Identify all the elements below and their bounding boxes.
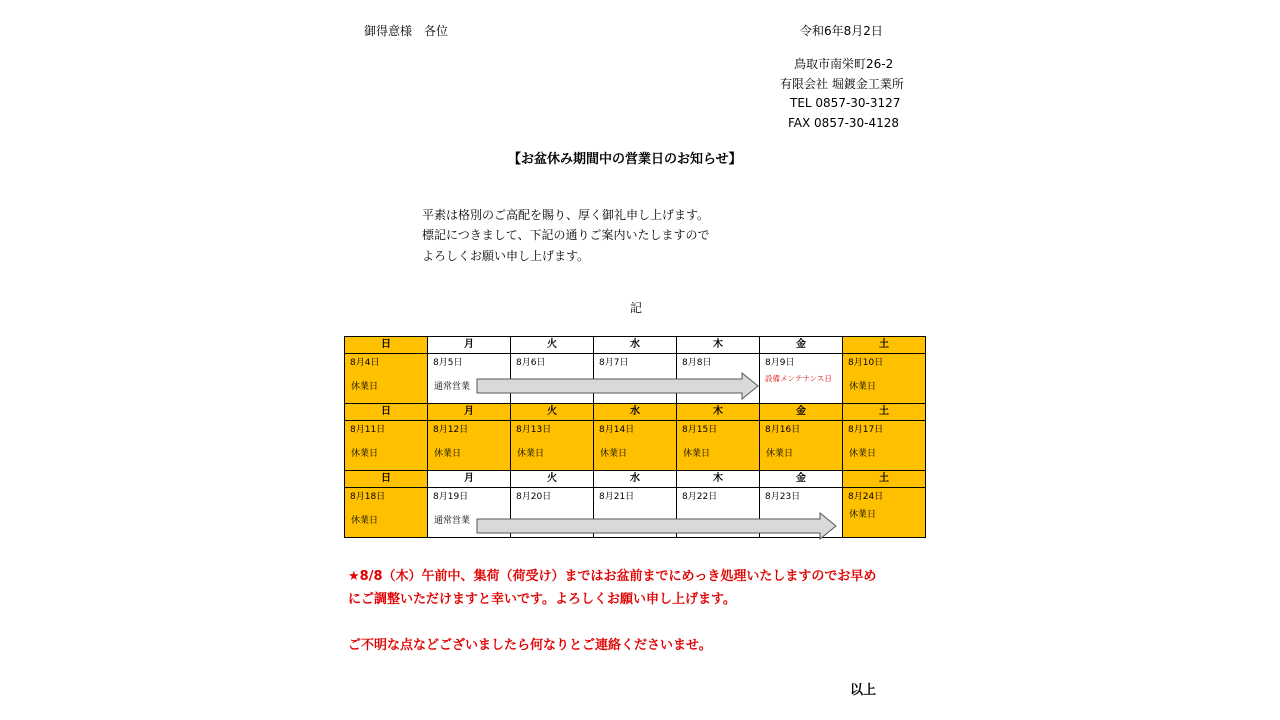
day-date: 8月17日 xyxy=(848,425,884,435)
day-date: 8月5日 xyxy=(433,358,463,368)
day-date: 8月4日 xyxy=(350,358,380,368)
weekday-header: 月 xyxy=(428,471,511,488)
greeting-line-2: 標記につきまして、下記の通りご案内いたしますので xyxy=(422,228,710,242)
day-date: 8月7日 xyxy=(599,358,629,368)
ki-label: 記 xyxy=(630,301,643,315)
day-date: 8月15日 xyxy=(682,425,718,435)
holiday-label: 休業日 xyxy=(849,510,877,520)
day-date: 8月21日 xyxy=(599,492,635,502)
holiday-label: 休業日 xyxy=(517,449,545,459)
holiday-label: 休業日 xyxy=(351,382,379,392)
weekday-header: 火 xyxy=(511,337,594,354)
weekday-header-row xyxy=(345,471,926,488)
weekday-header: 水 xyxy=(594,337,677,354)
holiday-label: 休業日 xyxy=(849,449,877,459)
document-date: 令和6年8月2日 xyxy=(800,24,883,38)
notice-line-1: ★8/8（木）午前中、集荷（荷受け）まではお盆前までにめっき処理いたしますのでお早め xyxy=(348,569,877,584)
holiday-label: 休業日 xyxy=(600,449,628,459)
sender-tel: TEL 0857-30-3127 xyxy=(790,96,901,110)
weekday-header: 木 xyxy=(677,471,760,488)
weekday-header-row xyxy=(345,404,926,421)
weekday-header: 木 xyxy=(677,404,760,421)
week-row xyxy=(345,421,926,471)
weekday-header: 土 xyxy=(843,471,926,488)
calendar-day-cell xyxy=(428,421,511,471)
arrow-icon xyxy=(476,512,838,540)
day-date: 8月14日 xyxy=(599,425,635,435)
holiday-label: 休業日 xyxy=(351,516,379,526)
closing-text: 以上 xyxy=(850,683,877,698)
calendar-day-cell xyxy=(843,354,926,404)
calendar-day-cell xyxy=(677,421,760,471)
calendar-day-cell xyxy=(843,421,926,471)
day-date: 8月9日 xyxy=(765,358,795,368)
greeting-line-1: 平素は格別のご高配を賜り、厚く御礼申し上げます。 xyxy=(422,208,710,222)
weekday-header: 金 xyxy=(760,337,843,354)
sender-fax: FAX 0857-30-4128 xyxy=(788,116,900,130)
holiday-label: 休業日 xyxy=(766,449,794,459)
calendar-day-cell xyxy=(345,354,428,404)
calendar-day-cell xyxy=(760,421,843,471)
weekday-header: 火 xyxy=(511,404,594,421)
day-date: 8月23日 xyxy=(765,492,801,502)
day-date: 8月8日 xyxy=(682,358,712,368)
calendar-day-cell xyxy=(843,488,926,538)
greeting-line-3: よろしくお願い申し上げます。 xyxy=(422,249,590,263)
day-date: 8月16日 xyxy=(765,425,801,435)
day-date: 8月19日 xyxy=(433,492,469,502)
weekday-header: 金 xyxy=(760,471,843,488)
calendar-day-cell xyxy=(345,488,428,538)
weekday-header: 火 xyxy=(511,471,594,488)
weekday-header: 月 xyxy=(428,404,511,421)
holiday-label: 休業日 xyxy=(434,449,462,459)
holiday-label: 休業日 xyxy=(683,449,711,459)
calendar-day-cell xyxy=(594,421,677,471)
calendar-day-cell xyxy=(345,421,428,471)
weekday-header: 月 xyxy=(428,337,511,354)
weekday-header: 水 xyxy=(594,471,677,488)
weekday-header-row xyxy=(345,337,926,354)
sender-address: 鳥取市南栄町26-2 xyxy=(794,57,894,71)
weekday-header: 土 xyxy=(843,337,926,354)
sender-company: 有限会社 堀鍍金工業所 xyxy=(780,77,904,91)
business-note: 通常営業 xyxy=(434,382,471,392)
weekday-header: 水 xyxy=(594,404,677,421)
weekday-header: 日 xyxy=(345,471,428,488)
day-date: 8月12日 xyxy=(433,425,469,435)
day-date: 8月11日 xyxy=(350,425,386,435)
weekday-header: 土 xyxy=(843,404,926,421)
notice-line-2: にご調整いただけますと幸いです。よろしくお願い申し上げます。 xyxy=(348,592,736,607)
recipient: 御得意様 各位 xyxy=(364,24,449,38)
arrow-icon xyxy=(476,372,760,400)
day-date: 8月18日 xyxy=(350,492,386,502)
weekday-header: 木 xyxy=(677,337,760,354)
day-date: 8月13日 xyxy=(516,425,552,435)
business-note: 通常営業 xyxy=(434,516,471,526)
weekday-header: 金 xyxy=(760,404,843,421)
weekday-header: 日 xyxy=(345,404,428,421)
holiday-label: 休業日 xyxy=(351,449,379,459)
holiday-label: 休業日 xyxy=(849,382,877,392)
calendar-day-cell xyxy=(511,421,594,471)
weekday-header: 日 xyxy=(345,337,428,354)
holiday-calendar xyxy=(344,336,926,538)
day-date: 8月10日 xyxy=(848,358,884,368)
document-title: 【お盆休み期間中の営業日のお知らせ】 xyxy=(508,152,742,167)
calendar-day-cell xyxy=(760,354,843,404)
day-date: 8月24日 xyxy=(848,492,884,502)
business-note: 設備メンテナンス日 xyxy=(765,374,832,383)
day-date: 8月6日 xyxy=(516,358,546,368)
day-date: 8月20日 xyxy=(516,492,552,502)
day-date: 8月22日 xyxy=(682,492,718,502)
contact-text: ご不明な点などございましたら何なりとご連絡くださいませ。 xyxy=(348,638,712,653)
